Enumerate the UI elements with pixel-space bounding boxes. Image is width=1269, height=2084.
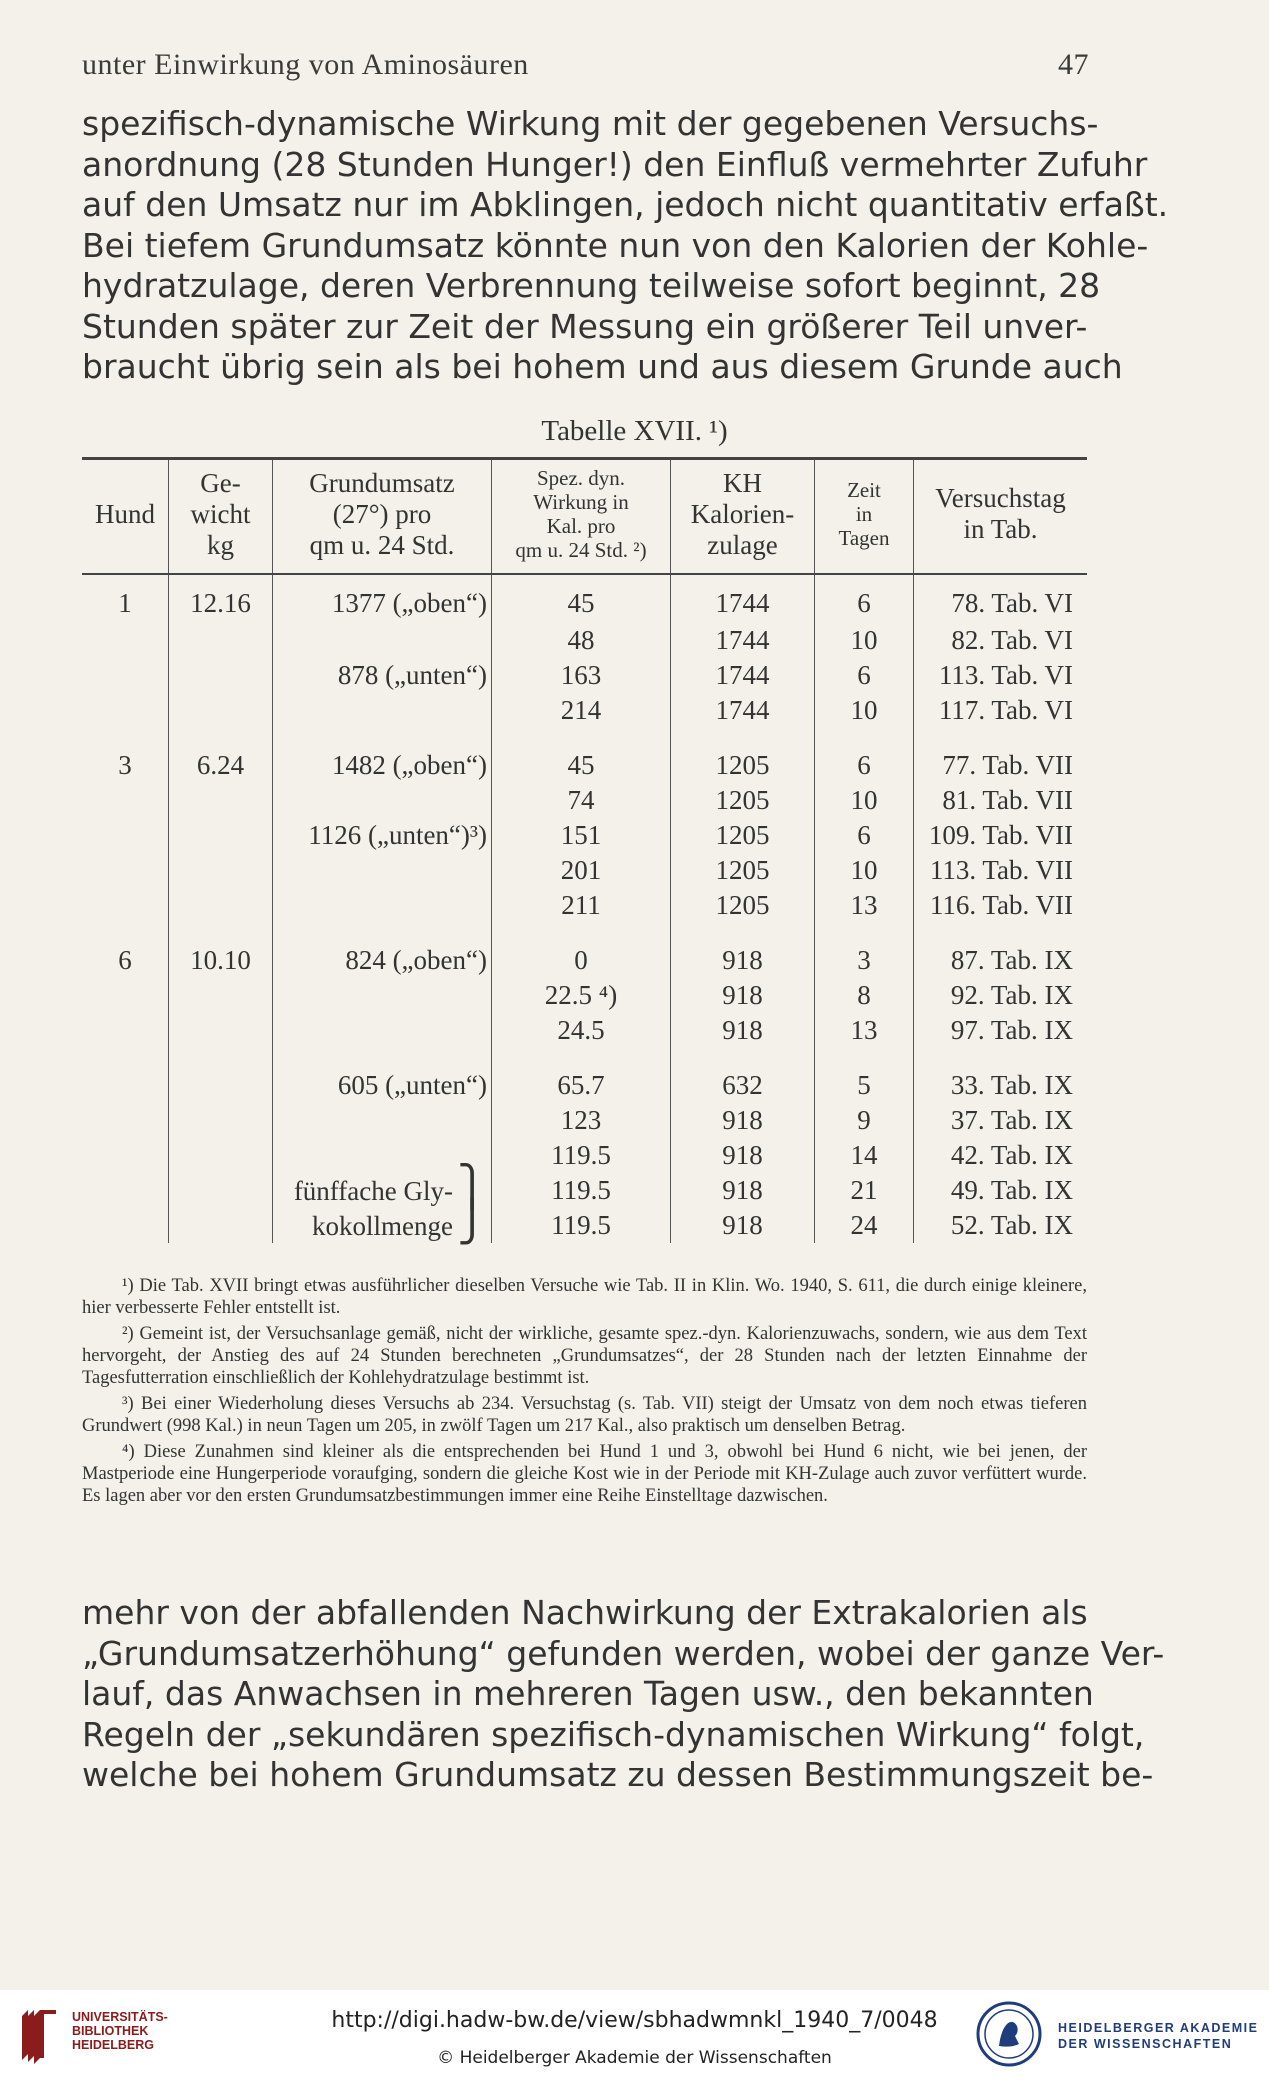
- cell-grundumsatz: kokollmenge ⎭: [273, 1208, 492, 1243]
- cell-spez: 45: [492, 748, 671, 783]
- cell-gewicht: [169, 853, 273, 888]
- footnote-3: ³) Bei einer Wiederholung dieses Versuchs ab 234. Versuchstag (s. Tab. VII) steigt der Umsatz von dem noch etwas tieferen Grundwert (998 Kal.) in neun Tagen um 205, in zwölf Tagen um 217 Kal., also praktisch um denselben Betrag.: [82, 1394, 1087, 1436]
- text-line: anordnung (28 Stunden Hunger!) den Einfluß vermehrter Zufuhr: [82, 144, 1148, 184]
- cell-versuchstag: 113. Tab. VI: [914, 658, 1088, 693]
- cell-zeit: 13: [815, 1013, 914, 1048]
- cell-zeit: 3: [815, 943, 914, 978]
- text-line: Regeln der „sekundären spezifisch-dynamischen Wirkung“ folgt,: [82, 1714, 1145, 1754]
- table-row: [82, 748, 1087, 783]
- row-spacer: [82, 728, 1087, 748]
- footnote-2: ²) Gemeint ist, der Versuchsanlage gemäß, nicht der wirkliche, gesamte spez.-dyn. Kalorienzuwachs, sondern, wie aus dem Text hervorgeht, der Anstieg des auf 24 Stunden berechneten „Grundumsatzes“, der 28 Stunden nach der letzten Einnahme der Tagesfutterration einschließlich der Kohlehydratzulage bestimmt ist.: [82, 1324, 1087, 1388]
- table-row: [82, 623, 1087, 658]
- cell-grundumsatz: [273, 623, 492, 658]
- cell-zeit: 13: [815, 888, 914, 923]
- cell-grundumsatz: 1126 („unten“)³): [273, 818, 492, 853]
- cell-gewicht: 12.16: [169, 574, 273, 623]
- cell-hund: [82, 853, 169, 888]
- header-hund: Hund: [82, 459, 169, 574]
- cell-kh: 1205: [671, 783, 815, 818]
- cell-versuchstag: 113. Tab. VII: [914, 853, 1088, 888]
- academy-name: HEIDELBERGER AKADEMIE DER WISSENSCHAFTEN: [1058, 2021, 1259, 2051]
- cell-versuchstag: 77. Tab. VII: [914, 748, 1088, 783]
- running-title: unter Einwirkung von Aminosäuren: [82, 48, 529, 81]
- table-row: [82, 818, 1087, 853]
- cell-kh: 1744: [671, 693, 815, 728]
- text-line: spezifisch-dynamische Wirkung mit der gegebenen Versuchs-: [82, 104, 1099, 143]
- cell-zeit: 14: [815, 1138, 914, 1173]
- cell-hund: [82, 1103, 169, 1138]
- header-versuchstag: Versuchstag in Tab.: [914, 459, 1088, 574]
- cell-gewicht: [169, 693, 273, 728]
- table-caption: Tabelle XVII. ¹): [541, 415, 728, 447]
- cell-versuchstag: 33. Tab. IX: [914, 1068, 1088, 1103]
- table-row: [82, 1138, 1087, 1173]
- cell-gewicht: [169, 1173, 273, 1208]
- cell-zeit: 10: [815, 853, 914, 888]
- cell-kh: 632: [671, 1068, 815, 1103]
- text-line: auf den Umsatz nur im Abklingen, jedoch nicht quantitativ erfaßt.: [82, 185, 1169, 224]
- cell-grundumsatz: [273, 978, 492, 1013]
- table-row: [82, 783, 1087, 818]
- cell-gewicht: 6.24: [169, 748, 273, 783]
- cell-versuchstag: 92. Tab. IX: [914, 978, 1088, 1013]
- cell-spez: 45: [492, 574, 671, 623]
- header-spez-dyn: Spez. dyn. Wirkung in Kal. pro qm u. 24 Std. ²): [492, 459, 671, 574]
- cell-grundumsatz: 605 („unten“): [273, 1068, 492, 1103]
- cell-versuchstag: 49. Tab. IX: [914, 1173, 1088, 1208]
- cell-hund: [82, 1138, 169, 1173]
- cell-versuchstag: 109. Tab. VII: [914, 818, 1088, 853]
- cell-gewicht: [169, 1138, 273, 1173]
- cell-versuchstag: 117. Tab. VI: [914, 693, 1088, 728]
- cell-grundumsatz: 1482 („oben“): [273, 748, 492, 783]
- header-gewicht: Ge- wicht kg: [169, 459, 273, 574]
- cell-hund: [82, 783, 169, 818]
- cell-versuchstag: 42. Tab. IX: [914, 1138, 1088, 1173]
- cell-zeit: 8: [815, 978, 914, 1013]
- cell-hund: [82, 978, 169, 1013]
- cell-gewicht: 10.10: [169, 943, 273, 978]
- cell-grundumsatz: fünffache Gly- ⎫: [273, 1173, 492, 1208]
- row-spacer: [82, 923, 1087, 943]
- cell-kh: 1744: [671, 623, 815, 658]
- cell-zeit: 6: [815, 748, 914, 783]
- data-table: [82, 457, 1087, 1243]
- table-row: [82, 943, 1087, 978]
- cell-spez: 214: [492, 693, 671, 728]
- text-line: Stunden später zur Zeit der Messung ein größerer Teil unver-: [82, 306, 1088, 346]
- cell-spez: 123: [492, 1103, 671, 1138]
- table-row: [82, 693, 1087, 728]
- cell-gewicht: [169, 1068, 273, 1103]
- cell-kh: 918: [671, 1208, 815, 1243]
- cell-gewicht: [169, 818, 273, 853]
- page-number: 47: [1058, 48, 1089, 81]
- cell-spez: 119.5: [492, 1173, 671, 1208]
- cell-spez: 74: [492, 783, 671, 818]
- cell-grundumsatz: [273, 888, 492, 923]
- text-line: welche bei hohem Grundumsatz zu dessen Bestimmungszeit be-: [82, 1755, 1154, 1794]
- cell-hund: [82, 1013, 169, 1048]
- cell-versuchstag: 97. Tab. IX: [914, 1013, 1088, 1048]
- table-row: [82, 1013, 1087, 1048]
- cell-spez: 48: [492, 623, 671, 658]
- cell-spez: 24.5: [492, 1013, 671, 1048]
- cell-versuchstag: 87. Tab. IX: [914, 943, 1088, 978]
- header-grundumsatz: Grundumsatz (27°) pro qm u. 24 Std.: [273, 459, 492, 574]
- table-row: [82, 853, 1087, 888]
- cell-versuchstag: 81. Tab. VII: [914, 783, 1088, 818]
- cell-versuchstag: 116. Tab. VII: [914, 888, 1088, 923]
- body-paragraph-bottom: [82, 1593, 1165, 1796]
- cell-hund: [82, 693, 169, 728]
- table-row: [82, 1173, 1087, 1208]
- cell-hund: [82, 1068, 169, 1103]
- table-row: [82, 574, 1087, 623]
- cell-zeit: 6: [815, 658, 914, 693]
- cell-kh: 918: [671, 978, 815, 1013]
- cell-zeit: 21: [815, 1173, 914, 1208]
- header-kh: KH Kalorien- zulage: [671, 459, 815, 574]
- cell-grundumsatz: [273, 1103, 492, 1138]
- cell-kh: 918: [671, 943, 815, 978]
- footnote-1: ¹) Die Tab. XVII bringt etwas ausführlicher dieselben Versuche wie Tab. II in Klin. Wo. 1940, S. 611, die durch einige kleinere, hier verbesserte Fehler entstellt ist.: [82, 1276, 1087, 1318]
- permalink-url[interactable]: http://digi.hadw-bw.de/view/sbhadwmnkl_1940_7/0048: [331, 2008, 938, 2033]
- cell-hund: [82, 818, 169, 853]
- cell-zeit: 5: [815, 1068, 914, 1103]
- cell-zeit: 9: [815, 1103, 914, 1138]
- cell-zeit: 6: [815, 574, 914, 623]
- academy-seal-icon[interactable]: [975, 2000, 1043, 2068]
- cell-grundumsatz: [273, 853, 492, 888]
- cell-kh: 918: [671, 1138, 815, 1173]
- cell-spez: 119.5: [492, 1208, 671, 1243]
- cell-spez: 0: [492, 943, 671, 978]
- library-name: UNIVERSITÄTS- BIBLIOTHEK HEIDELBERG: [72, 2010, 168, 2052]
- cell-kh: 1744: [671, 658, 815, 693]
- body-paragraph-top: [82, 104, 1169, 388]
- cell-kh: 918: [671, 1103, 815, 1138]
- cell-hund: [82, 1208, 169, 1243]
- table-row: [82, 1103, 1087, 1138]
- cell-gewicht: [169, 1103, 273, 1138]
- cell-versuchstag: 82. Tab. VI: [914, 623, 1088, 658]
- text-line: hydratzulage, deren Verbrennung teilweise sofort beginnt, 28: [82, 266, 1101, 305]
- copyright-notice: © Heidelberger Akademie der Wissenschaften: [437, 2048, 832, 2068]
- table-row: [82, 1068, 1087, 1103]
- text-line: mehr von der abfallenden Nachwirkung der Extrakalorien als: [82, 1593, 1088, 1632]
- table-row: [82, 888, 1087, 923]
- table-row: [82, 978, 1087, 1013]
- cell-kh: 1205: [671, 818, 815, 853]
- cell-grundumsatz: 878 („unten“): [273, 658, 492, 693]
- running-header: [82, 48, 1089, 82]
- cell-zeit: 10: [815, 783, 914, 818]
- cell-grundumsatz: [273, 693, 492, 728]
- brace-glyph: ⎭: [457, 1198, 487, 1244]
- cell-versuchstag: 52. Tab. IX: [914, 1208, 1088, 1243]
- footnotes: [82, 1275, 1087, 1511]
- cell-kh: 1205: [671, 888, 815, 923]
- cell-spez: 119.5: [492, 1138, 671, 1173]
- digitization-footer: [0, 1990, 1269, 2084]
- cell-hund: 3: [118, 749, 132, 780]
- cell-kh: 1744: [671, 574, 815, 623]
- cell-hund: [82, 623, 169, 658]
- cell-gewicht: [169, 978, 273, 1013]
- cell-zeit: 10: [815, 693, 914, 728]
- cell-spez: 211: [492, 888, 671, 923]
- text-line: Bei tiefem Grundumsatz könnte nun von den Kalorien der Kohle-: [82, 225, 1149, 265]
- cell-gewicht: [169, 783, 273, 818]
- cell-gewicht: [169, 623, 273, 658]
- cell-versuchstag: 37. Tab. IX: [914, 1103, 1088, 1138]
- table-header-row: [82, 459, 1087, 574]
- cell-gewicht: [169, 888, 273, 923]
- table-row: [82, 658, 1087, 693]
- cell-gewicht: [169, 1013, 273, 1048]
- cell-hund: [82, 1173, 169, 1208]
- cell-gewicht: [169, 658, 273, 693]
- row-spacer: [82, 1048, 1087, 1068]
- cell-spez: 22.5 ⁴): [492, 978, 671, 1013]
- brace-glyph: ⎫: [457, 1163, 487, 1209]
- cell-grundumsatz: [273, 783, 492, 818]
- cell-hund: [82, 658, 169, 693]
- table-row: [82, 1208, 1087, 1243]
- cell-grundumsatz: [273, 1013, 492, 1048]
- cell-grundumsatz: 1377 („oben“): [273, 574, 492, 623]
- cell-gewicht: [169, 1208, 273, 1243]
- cell-zeit: 6: [815, 818, 914, 853]
- cell-kh: 918: [671, 1013, 815, 1048]
- cell-spez: 163: [492, 658, 671, 693]
- header-zeit: Zeit in Tagen: [815, 459, 914, 574]
- cell-grundumsatz: 824 („oben“): [273, 943, 492, 978]
- cell-hund: 6: [118, 944, 132, 975]
- cell-zeit: 10: [815, 623, 914, 658]
- cell-spez: 65.7: [492, 1068, 671, 1103]
- text-line: „Grundumsatzerhöhung“ gefunden werden, wobei der ganze Ver-: [82, 1633, 1165, 1673]
- cell-kh: 1205: [671, 748, 815, 783]
- text-line: lauf, das Anwachsen in mehreren Tagen usw., den bekannten: [82, 1674, 1094, 1713]
- cell-zeit: 24: [815, 1208, 914, 1243]
- cell-versuchstag: 78. Tab. VI: [914, 574, 1088, 623]
- cell-spez: 151: [492, 818, 671, 853]
- cell-kh: 918: [671, 1173, 815, 1208]
- cell-spez: 201: [492, 853, 671, 888]
- text-line: braucht übrig sein als bei hohem und aus diesem Grunde auch: [82, 347, 1123, 386]
- cell-hund: [82, 888, 169, 923]
- cell-kh: 1205: [671, 853, 815, 888]
- footnote-4: ⁴) Diese Zunahmen sind kleiner als die entsprechenden bei Hund 1 und 3, obwohl bei Hund 6 nicht, wie bei jenen, der Mastperiode eine Hungerperiode voraufging, sondern die gleiche Kost wie in der Periode mit KH-Zulage auch zuvor verfüttert wurde. Es lagen aber vor den ersten Grundumsatzbestimmungen immer eine Reihe Einstelltage dazwischen.: [82, 1442, 1087, 1506]
- cell-hund: 1: [118, 588, 132, 619]
